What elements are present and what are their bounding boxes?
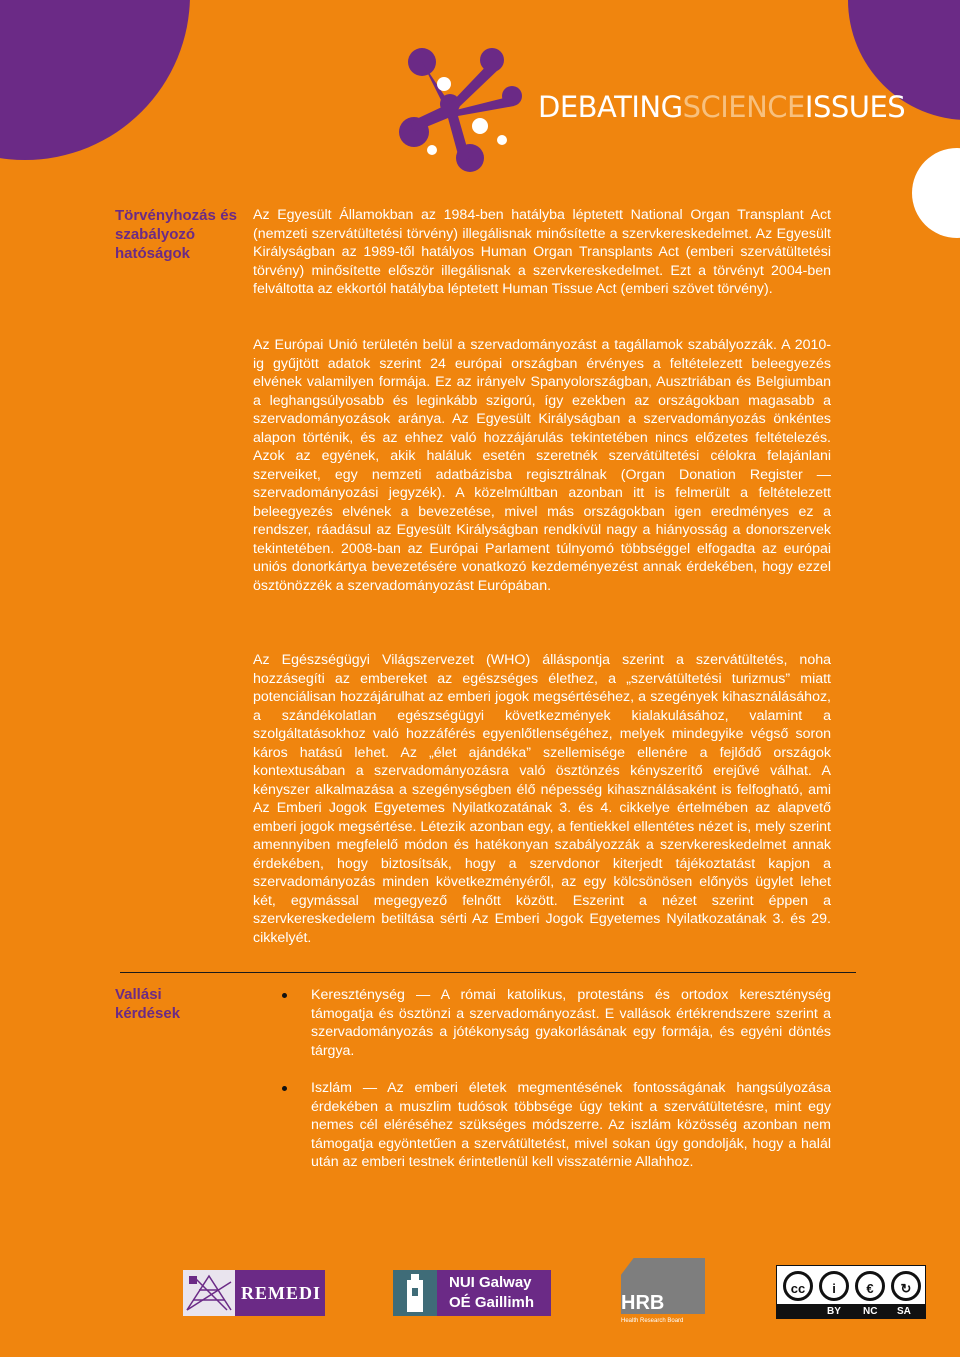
nui-text-line2: OÉ Gaillimh	[449, 1294, 535, 1311]
cc-label-sa: SA	[897, 1306, 911, 1317]
nui-tower-icon	[393, 1270, 437, 1316]
section-label-legislation: Törvényhozás és szabályozó hatóságok	[115, 207, 237, 262]
brand-part-issues: ISSUES	[804, 90, 906, 124]
religion-bullet-list	[282, 986, 831, 1191]
nui-galway-logo	[393, 1270, 551, 1316]
cc-icon: cc	[783, 1271, 813, 1301]
bullet-text-islam: Iszlám — Az emberi életek megmentésének fontosságának hangsúlyozása érdekében a muszlim tudósok többsége úgy tekint a szervátültetésre, mint egy nemes cél eléréséhez szükséges módszerre. Az iszlám közösség azonban nem támogatja egyöntetűen a szervátültetést, mivel sokan úgy gondolják, hogy a halál után az emberi testnek érintetlenül kell visszatérnie Allahhoz.	[311, 1080, 831, 1170]
paragraph-who-position: Az Egészségügyi Világszervezet (WHO) álláspontja szerint a szervátültetés, noha hozzásegíti az embereket az egészséges élethez, a „szervátültetési turizmus” miatt potenciálisan hozzájárulhat az emberi jogok megsértéséhez, a szegények kihasználásához, a szándékolatlan egészségügyi következmények kialakulásához, valamint a szolgáltatásokhoz való hozzáférés egyenlőtlenségéhez, melyek mindegyike végső soron káros hatású lehet. Az „élet ajándéka” szellemisége ellenére a fejlődő országok kontextusában a szervadományozásra való ösztönzés kényszerítő erejűvé válhat. A kényszer alkalmazása a szegénységben élő népesség kihasználásaként is felfogható, ami Az Emberi Jogok Egyetemes Nyilatkozatának 3. és 4. cikkelye értelmében az alapvető emberi jogok megsértése. Létezik azonban egy, a fentiekkel ellentétes nézet is, mely szerint amennyiben megfelelő módon és hatékonyan szabályozzák a szervkereskedelmet annak érdekében, hogy biztosítsák, hogy a szervdonor kiterjedt tájékoztatást kapjon a szervadományozás minden következményéről, az egy kölcsönösen előnyös ügylet lehet két, egymással megegyező felnőtt között. Eszerint a nézet szerint éppen a szervkereskedelem betiltása sérti Az Emberi Jogok Egyetemes Nyilatkozatának 3. és 29. cikkelyét.	[253, 652, 831, 946]
hrb-subtitle: Health Research Board	[621, 1318, 684, 1324]
paragraph-us-uk-law: Az Egyesült Államokban az 1984-ben hatályba léptetett National Organ Transplant Act (nemzeti szervátültetési törvény) illegálisnak minősítette a szervkereskedelmet. Az Egyesült Királyságban az 1989-től hatályos Human Organ Transplants Act (emberi szervátültetési törvény) minősítette először illegálisnak a szervkereskedelmet. Ezt a törvényt 2004-ben felváltotta az ekkortól hatályba léptetett Human Tissue Act (emberi szövet törvény).	[253, 207, 831, 297]
bullet-icon	[282, 993, 287, 998]
attribution-icon: i	[819, 1271, 849, 1301]
list-item	[282, 986, 831, 1060]
remedi-logo	[183, 1270, 325, 1316]
nui-text-line1: NUI Galway	[449, 1274, 532, 1291]
decorative-circle-white	[912, 148, 960, 238]
creative-commons-badge	[776, 1265, 926, 1319]
bullet-icon	[282, 1086, 287, 1091]
decorative-circle-top-left	[0, 0, 190, 160]
sharealike-icon: ↻	[891, 1271, 921, 1301]
list-item	[282, 1079, 831, 1172]
brand-title	[538, 90, 905, 124]
remedi-grid-icon	[183, 1270, 237, 1316]
remedi-text: REMEDI	[241, 1283, 322, 1303]
hrb-text: HRB	[621, 1292, 665, 1314]
cc-label-nc: NC	[863, 1306, 878, 1317]
section-label-religion: Vallási kérdések	[115, 986, 181, 1022]
section-divider	[120, 972, 856, 973]
hrb-logo	[619, 1258, 707, 1328]
brand-part-debating: DEBATING	[538, 90, 683, 124]
bullet-text-christianity: Kereszténység — A római katolikus, protestáns és ortodox kereszténység támogatja és ösztönzi a szervadományozást. E vallások értékrendszere szerint a szervadományozás a jótékonyság gyakorlásának egy formája, és egyéni döntés tárgya.	[311, 987, 831, 1059]
noncommercial-icon: €	[855, 1271, 885, 1301]
brand-part-science: SCIENCE	[682, 90, 805, 124]
debating-science-issues-logo-icon	[392, 40, 532, 180]
paragraph-eu-regulation: Az Európai Unió területén belül a szervadományozást a tagállamok szabályozzák. A 2010-ig gyűjtött adatok szerint 24 európai országban érvényes a feltételezett beleegyezés elvének valamilyen formája. Ez az irányelv Spanyolországban, Ausztriában és Belgiumban a leghangsúlyosabb és leginkább szigorú, így ezekben az országokban magasabb a szervadományozások aránya. Az Egyesült Királyságban a szervadományozás önkéntes alapon történik, és az ehhez való hozzájárulás tekintetében nincs előzetes feltételezés. Azok az egyének, akik haláluk esetén szeretnék szervátültetési célokra felajánlani szerveiket, egy nemzeti adatbázisba regisztrálnak (Organ Donation Register — szervadományozási jegyzék). A közelmúltban azonban itt is felmerült a feltételezett beleegyezés elvének a bevezetése, mivel más országokban igen eredményes ez a rendszer, ráadásul az Egyesült Királyságban rendkívül nagy a hiányosság a donorszervek tekintetében. 2008-ban az Európai Parlament túlnyomó többséggel elfogadta az európai uniós donorkártya bevezetésére vonatkozó kezdeményezést annak érdekében, hogy ezzel ösztönözzék a szervadományozást Európában.	[253, 337, 831, 594]
cc-label-by: BY	[827, 1306, 841, 1317]
